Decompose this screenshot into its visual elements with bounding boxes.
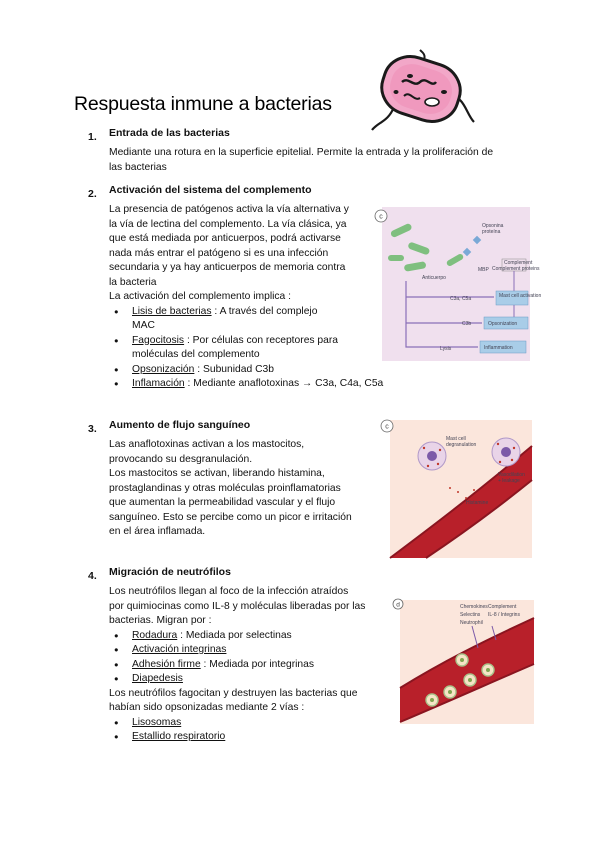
complement-diagram [374,207,542,361]
section-1-line: las bacterias [109,161,167,173]
fig-label: MBP [478,267,489,273]
fig-label: C3b [462,321,472,327]
section-4-line: Los neutrófilos fagocitan y destruyen las bacterias que [109,687,358,699]
bullet-text: : Mediada por integrinas [200,658,315,670]
figure-badge-letter: d [396,601,400,609]
list-item [110,334,378,363]
fig-label: Chemokines [460,604,488,610]
list-item [110,658,388,673]
bullet-text: : Mediante anaflotoxinas → C3a, C4a, C5a [184,378,384,389]
neutrophil-migration-diagram [392,596,534,724]
section-3-line: en el área inflamada. [109,526,206,537]
section-2-line: que está mediada por anticuerpos, podrá activarse [109,233,341,244]
fig-label: Complement proteins [492,266,540,272]
fig-label: Opsonization [488,321,518,327]
section-3-number: 3. [88,423,97,435]
fig-label: Opsonina [482,223,504,229]
fig-label: Selectins [460,612,481,618]
section-2-line: la vía de lectina del complemento. La vía clásica, ya [109,218,347,230]
section-1-line: Mediante una rotura en la superficie epitelial. Permite la entrada y la proliferación de [109,147,494,158]
bullet-term: Diapedesis [132,673,183,684]
section-2-line: La activación del complemento implica : [109,291,292,302]
section-1-number: 1. [88,131,97,143]
bullet-cont: moléculas del complemento [132,349,260,360]
section-3-line: prostaglandinas y otras moléculas proinflamatorias [109,482,341,494]
bullet-cont: MAC [132,320,155,331]
section-2 [88,184,384,392]
section-3-line: sanguíneo. Esto se percibe como un picor e irritación [109,511,352,523]
fig-label: Neutrophil [460,620,483,626]
section-2-line: nada más entrar el patógeno si es una infección [109,247,329,259]
section-4 [88,566,388,745]
section-4-line: bacterias. Migran por : [109,615,212,626]
list-item [110,377,384,392]
section-4-line: por quimiocinas como IL-8 y moléculas liberadas por las [109,600,366,612]
list-item [110,305,378,334]
list-item [110,629,388,644]
list-item [110,643,388,658]
bullet-term: Estallido respiratorio [132,731,226,742]
bullet-text: : Por células con receptores para [184,334,339,346]
section-4-number: 4. [88,570,97,582]
fig-label: degranulation [446,442,477,448]
bullet-text: : Subunidad C3b [194,363,274,375]
section-1 [88,127,493,175]
section-2-line: La presencia de patógenos activa la vía alternativa y [109,204,349,215]
bullet-term: Lisis de bacterias [132,305,212,317]
figure-badge-letter: c [385,423,389,431]
bullet-term: Adhesión firme [132,658,201,670]
fig-label: Histamine [466,500,489,506]
section-3-heading: Aumento de flujo sanguíneo [109,419,251,431]
fig-label: proteína [482,229,501,235]
bullet-term: Activación integrinas [132,644,227,655]
section-4-heading: Migración de neutrófilos [109,566,231,578]
vasodilation-diagram [380,418,532,558]
page-title: Respuesta inmune a bacterias [74,93,332,115]
fig-label: IL-8 / Integrins [488,612,520,618]
bullet-text: : Mediada por selectinas [177,629,292,641]
section-2-heading: Activación del sistema del complemento [109,184,312,196]
bullet-text: : A través del complejo [211,305,318,317]
bullet-term: Rodadura [132,629,178,641]
section-4-line: Los neutrófilos llegan al foco de la infección atraídos [109,586,349,597]
fig-label: Inflammation [484,345,513,351]
section-3-line: Los mastocitos se activan, liberando histamina, [109,468,325,479]
section-2-number: 2. [88,188,97,200]
section-3-line: provocando su desgranulación. [109,453,253,465]
fig-label: Mast cell [446,436,466,442]
fig-label: + leakage [498,478,520,484]
bullet-term: Lisosomas [132,716,182,728]
fig-label: Anticuerpo [422,275,446,281]
list-item [110,716,388,731]
section-4-line: habían sido opsonizadas mediante 2 vías : [109,702,305,713]
fig-label: Complement [504,260,533,266]
fig-label: Lysis [440,346,452,352]
fig-label: Complement [488,604,517,610]
section-3 [88,419,378,540]
section-2-line: la bacteria [109,276,157,288]
section-3-line: Las anaflotoxinas activan a los mastocitos, [109,439,305,450]
bacteria-illustration-icon [364,52,480,136]
figure-badge-letter: c [379,213,383,221]
fig-label: Vasodilation [498,472,525,478]
section-2-line: secundaria y ya hay anticuerpos de memoria contra [109,262,346,273]
bullet-term: Opsonización [132,363,195,375]
list-item [110,363,378,378]
list-item [110,672,388,687]
bullet-term: Fagocitosis [132,334,185,346]
fig-label: C3a, C5a [450,296,472,302]
section-3-line: que aumentan la permeabilidad vascular y el flujo [109,497,336,508]
bullet-term: Inflamación [132,378,185,389]
section-1-heading: Entrada de las bacterias [109,127,230,139]
list-item [110,730,388,745]
fig-label: Mast cell activation [499,293,542,299]
